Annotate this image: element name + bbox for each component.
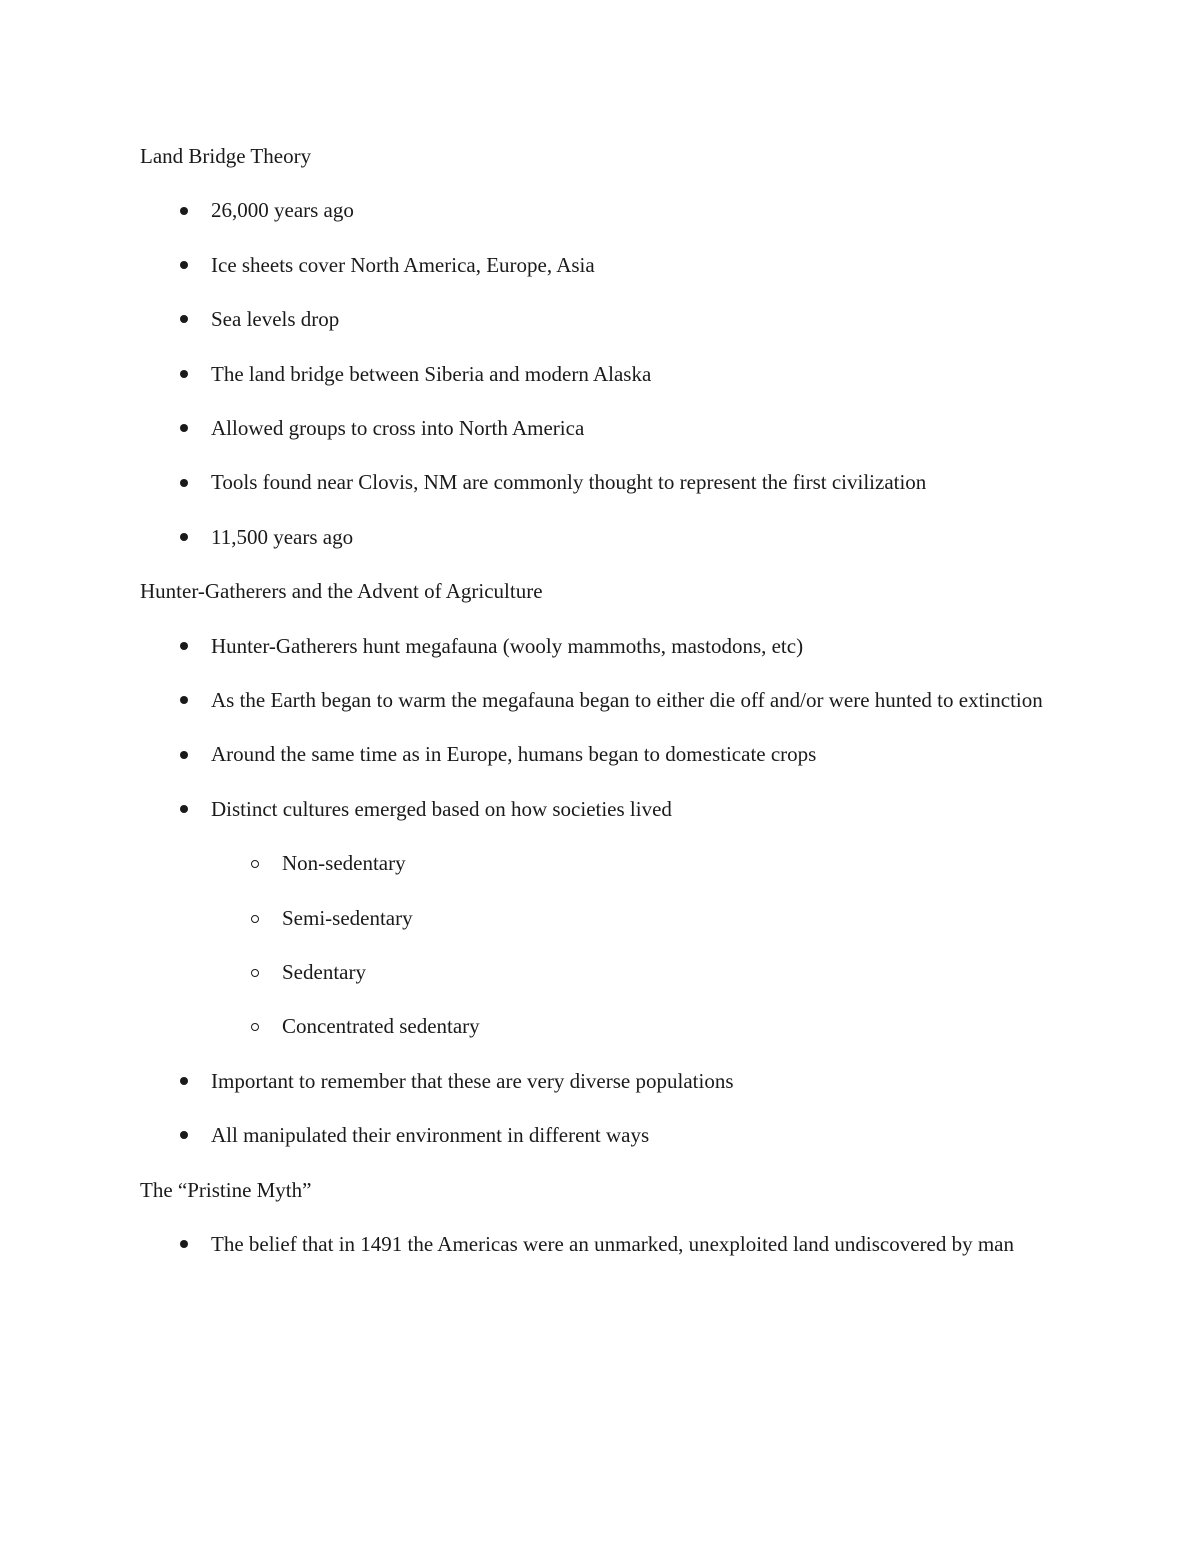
bullet-list xyxy=(140,619,1070,1163)
list-item xyxy=(140,347,1070,401)
bullet-icon xyxy=(180,751,188,759)
list-item-text: Sedentary xyxy=(282,960,366,985)
list-item-text: Semi-sedentary xyxy=(282,905,413,930)
bullet-icon xyxy=(180,533,188,541)
section-heading: Hunter-Gatherers and the Advent of Agriculture xyxy=(140,579,543,604)
bullet-icon xyxy=(180,207,188,215)
list-item xyxy=(140,782,1070,836)
list-item-text: Around the same time as in Europe, humans began to domesticate crops xyxy=(211,742,817,767)
list-item xyxy=(140,510,1070,564)
bullet-icon xyxy=(180,370,188,378)
list-item-text: As the Earth began to warm the megafauna began to either die off and/or were hunted to extinction xyxy=(211,688,1043,713)
list-item-text: Concentrated sedentary xyxy=(282,1014,480,1039)
list-item-text: Non-sedentary xyxy=(282,851,406,876)
list-item-text: Important to remember that these are very diverse populations xyxy=(211,1068,734,1093)
bullet-icon xyxy=(180,696,188,704)
bullet-list xyxy=(140,183,1070,564)
bullet-icon xyxy=(180,424,188,432)
bullet-icon xyxy=(180,1240,188,1248)
list-item-text: 11,500 years ago xyxy=(211,524,354,549)
list-item-text: Ice sheets cover North America, Europe, Asia xyxy=(211,252,595,277)
list-item-text: The land bridge between Siberia and modern Alaska xyxy=(211,361,652,386)
section-heading: The “Pristine Myth” xyxy=(140,1177,312,1202)
sub-list-item xyxy=(140,999,1070,1053)
list-item-text: Tools found near Clovis, NM are commonly thought to represent the first civilization xyxy=(211,470,927,495)
sub-list-item xyxy=(140,891,1070,945)
list-item xyxy=(140,1217,1070,1271)
list-item-text: Sea levels drop xyxy=(211,307,340,332)
list-item xyxy=(140,727,1070,781)
list-item xyxy=(140,619,1070,673)
bullet-icon xyxy=(180,261,188,269)
hollow-bullet-icon xyxy=(251,915,259,923)
list-item-text: Allowed groups to cross into North America xyxy=(211,416,585,441)
list-item xyxy=(140,1054,1070,1108)
list-item-text: Hunter-Gatherers hunt megafauna (wooly mammoths, mastodons, etc) xyxy=(211,633,804,658)
list-item xyxy=(140,1108,1070,1162)
list-item-text: Distinct cultures emerged based on how societies lived xyxy=(211,796,672,821)
list-item xyxy=(140,455,1070,509)
sub-list-item xyxy=(140,945,1070,999)
list-item-text: 26,000 years ago xyxy=(211,198,354,223)
bullet-icon xyxy=(180,315,188,323)
list-item-text: The belief that in 1491 the Americas were an unmarked, unexploited land undiscovered by man xyxy=(211,1232,1014,1257)
section-land-bridge xyxy=(140,129,1070,564)
hollow-bullet-icon xyxy=(251,1023,259,1031)
bullet-list xyxy=(140,1217,1070,1271)
list-item-text: All manipulated their environment in different ways xyxy=(211,1123,650,1148)
bullet-icon xyxy=(180,1131,188,1139)
bullet-icon xyxy=(180,479,188,487)
bullet-icon xyxy=(180,1077,188,1085)
list-item xyxy=(140,238,1070,292)
bullet-icon xyxy=(180,805,188,813)
document-body xyxy=(140,129,1070,1271)
list-item xyxy=(140,183,1070,237)
section-pristine-myth xyxy=(140,1163,1070,1272)
list-item xyxy=(140,673,1070,727)
bullet-icon xyxy=(180,642,188,650)
hollow-bullet-icon xyxy=(251,860,259,868)
list-item xyxy=(140,401,1070,455)
section-heading: Land Bridge Theory xyxy=(140,144,312,168)
sub-list-item xyxy=(140,836,1070,890)
section-hunter-gatherers xyxy=(140,564,1070,1162)
hollow-bullet-icon xyxy=(251,969,259,977)
list-item xyxy=(140,292,1070,346)
